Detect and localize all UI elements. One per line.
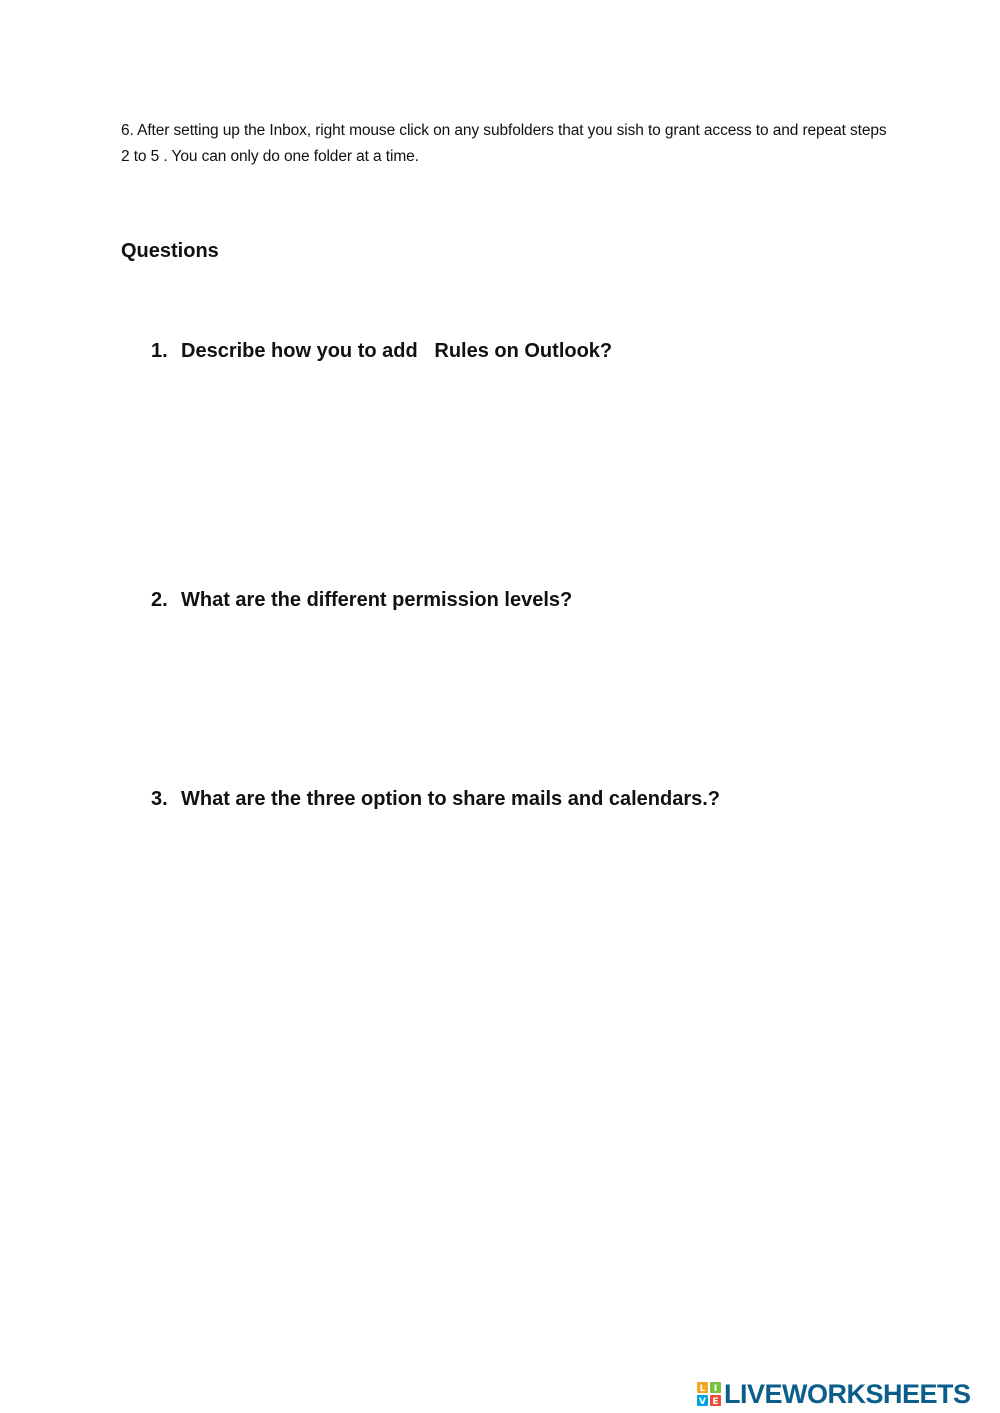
svg-text:L: L	[699, 1384, 706, 1394]
question-2-number: 2.	[151, 589, 168, 611]
question-3	[151, 788, 720, 811]
liveworksheets-brand	[697, 1377, 971, 1411]
questions-heading: Questions	[121, 240, 219, 262]
question-2	[151, 589, 572, 612]
svg-text:E: E	[712, 1397, 719, 1406]
question-1-number: 1.	[151, 340, 168, 362]
liveworksheets-logo-icon	[697, 1382, 721, 1406]
svg-text:V: V	[699, 1397, 706, 1406]
liveworksheets-logo-text: LIVEWORKSHEETS	[724, 1378, 971, 1409]
question-2-text: What are the different permission levels?	[181, 589, 573, 611]
question-1-text: Describe how you to add Rules on Outlook?	[181, 340, 613, 362]
question-1	[151, 340, 612, 363]
svg-text:I: I	[713, 1384, 718, 1394]
question-3-text: What are the three option to share mails and calendars.?	[181, 788, 721, 810]
instruction-step-6: 6. After setting up the Inbox, right mouse click on any subfolders that you sish to grant access to and repeat steps 2 to 5 . You can only do one folder at a time.	[121, 122, 887, 165]
question-3-number: 3.	[151, 788, 168, 810]
